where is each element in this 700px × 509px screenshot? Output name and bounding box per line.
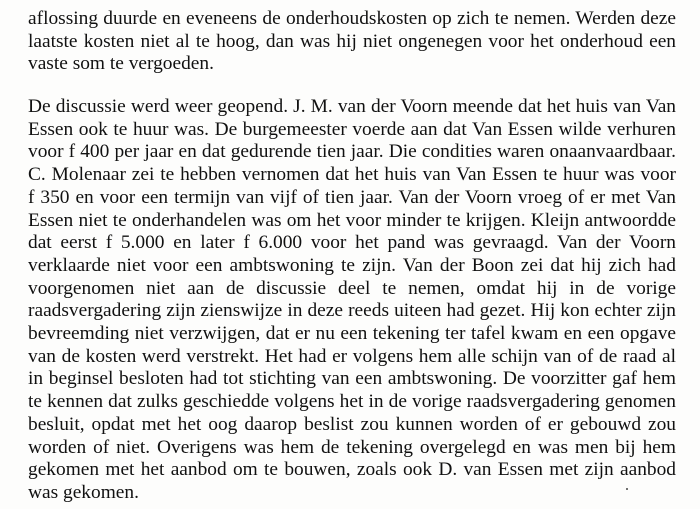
scan-speck bbox=[626, 488, 628, 490]
text-line: bevreemding niet verzwijgen, dat er nu een tekening ter tafel kwam en een opgave bbox=[28, 323, 676, 345]
text-line: worden of niet. Overigens was hem de tekening overgelegd en was men bij hem bbox=[28, 436, 676, 458]
paragraph-1 bbox=[28, 8, 676, 76]
text-line: dat eerst f 5.000 en later f 6.000 voor het pand was gevraagd. Van der Voorn bbox=[28, 232, 676, 254]
text-line: verklaarde niet voor een ambtswoning te zijn. Van der Boon zei dat hij zich had bbox=[28, 254, 676, 276]
text-line: gekomen met het aanbod om te bouwen, zoals ook D. van Essen met zijn aanbod bbox=[28, 459, 676, 481]
text-line: vaste som te vergoeden. bbox=[28, 53, 214, 75]
paragraph-2 bbox=[28, 96, 676, 505]
text-line: laatste kosten niet al te hoog, dan was hij niet ongenegen voor het onderhoud een bbox=[28, 30, 676, 52]
text-line: in beginsel besloten had tot stichting van een ambtswoning. De voorzitter gaf hem bbox=[28, 368, 676, 390]
text-line: was gekomen. bbox=[28, 481, 139, 503]
text-line: C. Molenaar zei te hebben vernomen dat het huis van Van Essen te huur was voor bbox=[28, 164, 676, 186]
text-line: voorgenomen niet aan de discussie deel te nemen, omdat hij in de vorige bbox=[28, 277, 676, 299]
text-line: voor f 400 per jaar en dat gedurende tien jaar. Die condities waren onaanvaardbaar. bbox=[28, 141, 676, 163]
text-line: aflossing duurde en eveneens de onderhoudskosten op zich te nemen. Werden deze bbox=[28, 8, 676, 29]
text-line: te kennen dat zulks geschiedde volgens het in de vorige raadsvergadering genomen bbox=[28, 391, 676, 413]
text-line: De discussie werd weer geopend. J. M. van der Voorn meende dat het huis van Van bbox=[28, 96, 676, 117]
text-line: Essen niet te onderhandelen was om het voor minder te krijgen. Kleijn antwoordde bbox=[28, 209, 676, 231]
text-line: raadsvergadering zijn zienswijze in deze reeds uiteen had gezet. Hij kon echter zijn bbox=[28, 300, 676, 322]
text-line: besluit, opdat met het oog daarop beslist zou kunnen worden of er gebouwd zou bbox=[28, 413, 676, 435]
text-line: van de kosten werd verstrekt. Het had er volgens hem alle schijn van of de raad al bbox=[28, 345, 676, 367]
text-line: f 350 en voor een termijn van vijf of tien jaar. Van der Voorn vroeg of er met Van bbox=[28, 186, 676, 208]
text-line: Essen ook te huur was. De burgemeester voerde aan dat Van Essen wilde verhuren bbox=[28, 118, 676, 140]
